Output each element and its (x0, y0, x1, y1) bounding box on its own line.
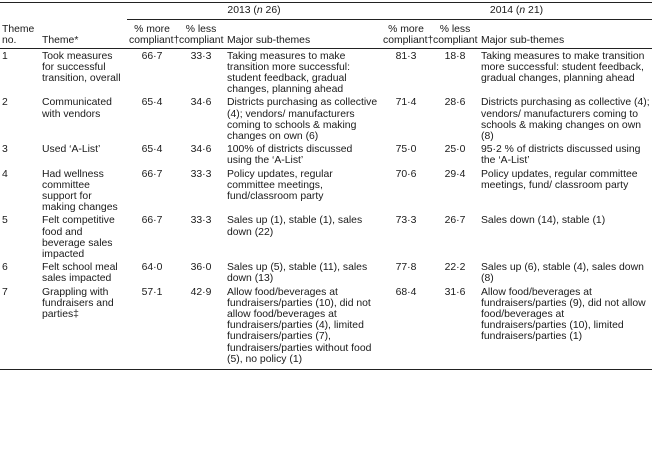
pct-more-2014: 75·0 (395, 144, 417, 156)
theme-name: Took measures for successful transition, overall (42, 50, 121, 85)
sub-themes-2013: Allow food/beverages at fundraisers/parties (10), did not allow food/beverages at fundraisers/parties (4), limited fundraisers/parties (7), fundraisers/parties without food (5), no policy (1) (227, 286, 372, 365)
pct-more-2014: 68·4 (395, 286, 417, 298)
pct-less-2013: 33·3 (190, 50, 212, 62)
table-row (0, 260, 652, 284)
table-row (0, 213, 652, 260)
col-2013-less: % less compliant (179, 24, 224, 47)
col-2013-more: % more compliant† (129, 24, 180, 47)
table-row (0, 285, 652, 370)
sub-themes-2014: Districts purchasing as collective (4); vendors/ manufacturers coming to schools & making changes on own (8) (481, 97, 650, 143)
theme-name: Felt competitive food and beverage sales impacted (42, 215, 115, 261)
col-theme-no: Theme no. (2, 24, 35, 47)
pct-less-2014: 18·8 (444, 50, 466, 62)
theme-name: Grappling with fundraisers and parties‡ (42, 286, 114, 321)
sub-themes-2014: Policy updates, regular committee meetings, fund/ classroom party (481, 168, 638, 191)
pct-more-2014: 70·6 (395, 168, 417, 180)
pct-less-2014: 25·0 (444, 144, 466, 156)
sub-themes-2014: Sales up (6), stable (4), sales down (8) (481, 262, 644, 285)
theme-no: 1 (2, 50, 8, 62)
sub-themes-2014: Allow food/beverages at fundraisers/parties (9), did not allow food/beverages at fundraisers/parties (10), limited fundraisers/parties (1) (481, 286, 646, 343)
pct-less-2013: 34·6 (190, 144, 212, 156)
pct-more-2014: 71·4 (395, 97, 417, 109)
pct-more-2013: 57·1 (141, 286, 163, 298)
pct-more-2013: 65·4 (141, 144, 163, 156)
col-2014-more: % more compliant† (383, 24, 434, 47)
table-row (0, 48, 652, 95)
pct-more-2014: 81·3 (395, 50, 417, 62)
pct-more-2013: 64·0 (141, 262, 163, 274)
theme-no: 7 (2, 286, 8, 298)
theme-no: 2 (2, 97, 8, 109)
sub-themes-2013: Policy updates, regular committee meetings, fund/classroom party (227, 168, 333, 203)
sub-themes-2013: Sales up (1), stable (1), sales down (22) (227, 215, 363, 238)
theme-no: 5 (2, 215, 8, 227)
sub-themes-2014: 95·2 % of districts discussed using the ‘A-List’ (481, 144, 641, 167)
pct-more-2014: 77·8 (395, 262, 417, 274)
col-2014-sub: Major sub-themes (481, 35, 565, 47)
pct-less-2014: 28·6 (444, 97, 466, 109)
pct-less-2013: 33·3 (190, 215, 212, 227)
pct-more-2013: 66·7 (141, 215, 163, 227)
pct-less-2013: 33·3 (190, 168, 212, 180)
pct-less-2014: 29·4 (444, 168, 466, 180)
theme-no: 4 (2, 168, 8, 180)
sub-themes-2013: Taking measures to make transition more successful: student feedback, gradual changes, planning ahead (227, 50, 351, 96)
theme-name: Communicated with vendors (42, 97, 112, 120)
pct-less-2013: 36·0 (190, 262, 212, 274)
sub-themes-2014: Taking measures to make transition more successful: student feedback, gradual changes, planning ahead (481, 50, 645, 85)
sub-themes-2014: Sales down (14), stable (1) (481, 215, 606, 227)
pct-less-2014: 31·6 (444, 286, 466, 298)
sub-themes-2013: Sales up (5), stable (11), sales down (13) (227, 262, 368, 285)
pct-less-2014: 26·7 (444, 215, 466, 227)
theme-no: 3 (2, 144, 8, 156)
theme-name: Used ‘A-List’ (42, 144, 101, 156)
pct-more-2013: 66·7 (141, 168, 163, 180)
pct-less-2013: 42·9 (190, 286, 212, 298)
pct-less-2014: 22·2 (444, 262, 466, 274)
table-row (0, 95, 652, 142)
pct-more-2013: 65·4 (141, 97, 163, 109)
pct-less-2013: 34·6 (190, 97, 212, 109)
sub-themes-2013: 100% of districts discussed using the ‘A-List’ (227, 144, 353, 167)
year-header-row (0, 3, 652, 20)
col-theme: Theme* (42, 35, 79, 47)
table-row (0, 167, 652, 214)
col-2013-sub: Major sub-themes (227, 35, 311, 47)
sub-themes-2013: Districts purchasing as collective (4); vendors/ manufacturers coming to schools & making changes on own (6) (227, 97, 378, 143)
col-2014-less: % less compliant (433, 24, 478, 47)
theme-name: Had wellness committee support for making changes (42, 168, 118, 214)
pct-more-2014: 73·3 (395, 215, 417, 227)
pct-more-2013: 66·7 (141, 50, 163, 62)
themes-table (0, 2, 652, 370)
year-2014-header: 2014 (n 21) (381, 3, 652, 20)
table-row (0, 142, 652, 166)
year-2013-header: 2013 (n 26) (127, 3, 381, 20)
theme-no: 6 (2, 262, 8, 274)
column-header-row (0, 20, 652, 48)
theme-name: Felt school meal sales impacted (42, 262, 118, 285)
